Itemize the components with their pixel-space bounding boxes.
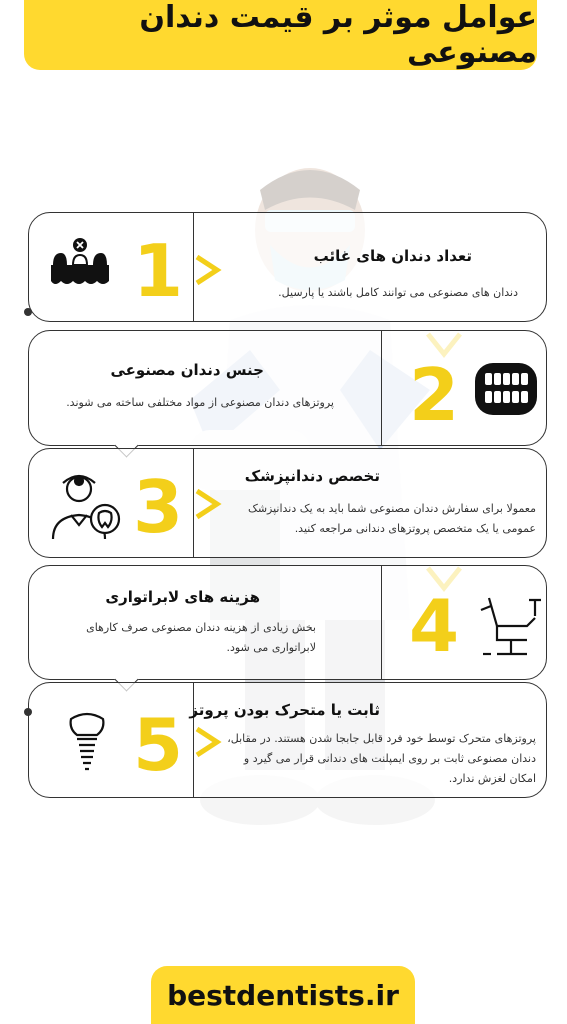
page-title: عوامل موثر بر قیمت دندان مصنوعی [139, 0, 537, 70]
timeline-dot [24, 308, 32, 316]
factor-title: جنس دندان مصنوعی [110, 361, 264, 379]
factor-description: دندان های مصنوعی می توانند کامل باشند یا پارسیل. [278, 286, 518, 299]
factor-description: بخش زیادی از هزینه دندان مصنوعی صرف کارهای لابراتواری می شود. [86, 621, 316, 654]
factor-title: هزینه های لابراتواری [105, 588, 260, 606]
website-name[interactable]: bestdentists.ir [167, 978, 399, 1012]
factor-number: 4 [409, 584, 460, 668]
factor-description: پروتزهای متحرک توسط خود فرد قابل جابجا شدن هستند. در مقابل، دندان مصنوعی ثابت بر روی ایمپلنت های دندانی قرار می گیرد و امکان لغزش ندارد. [227, 732, 536, 785]
factor-number: 2 [409, 353, 460, 437]
timeline-dot [24, 708, 32, 716]
dentist-icon [45, 467, 125, 543]
factor-card-2 [28, 330, 547, 446]
dental-chair-icon [473, 590, 547, 660]
footer-banner [151, 966, 415, 1024]
factor-card-1 [28, 212, 547, 322]
missing-tooth-icon [45, 235, 115, 295]
factor-title: تخصص دندانپزشک [244, 467, 380, 485]
factor-card-4 [28, 565, 547, 680]
title-banner [24, 0, 537, 70]
factor-number: 3 [133, 465, 184, 549]
factor-description: معمولا برای سفارش دندان مصنوعی شما باید به یک دندانپزشک عمومی یا یک متخصص پروتزهای دندانی مراجعه کنید. [247, 502, 536, 535]
chevron-right-icon [191, 253, 225, 287]
implant-icon [65, 711, 109, 775]
factor-card-5 [28, 682, 547, 798]
factor-card-3 [28, 448, 547, 558]
card-divider [381, 331, 382, 445]
factor-number: 1 [133, 229, 184, 313]
factor-title: ثابت یا متحرک بودن پروتز [189, 701, 380, 719]
factor-number: 5 [133, 703, 184, 787]
factor-title: تعداد دندان های غائب [313, 247, 472, 265]
factor-description: پروتزهای دندان مصنوعی از مواد مختلفی ساخته می شوند. [66, 396, 334, 409]
denture-icon [473, 359, 539, 419]
card-divider [381, 566, 382, 679]
